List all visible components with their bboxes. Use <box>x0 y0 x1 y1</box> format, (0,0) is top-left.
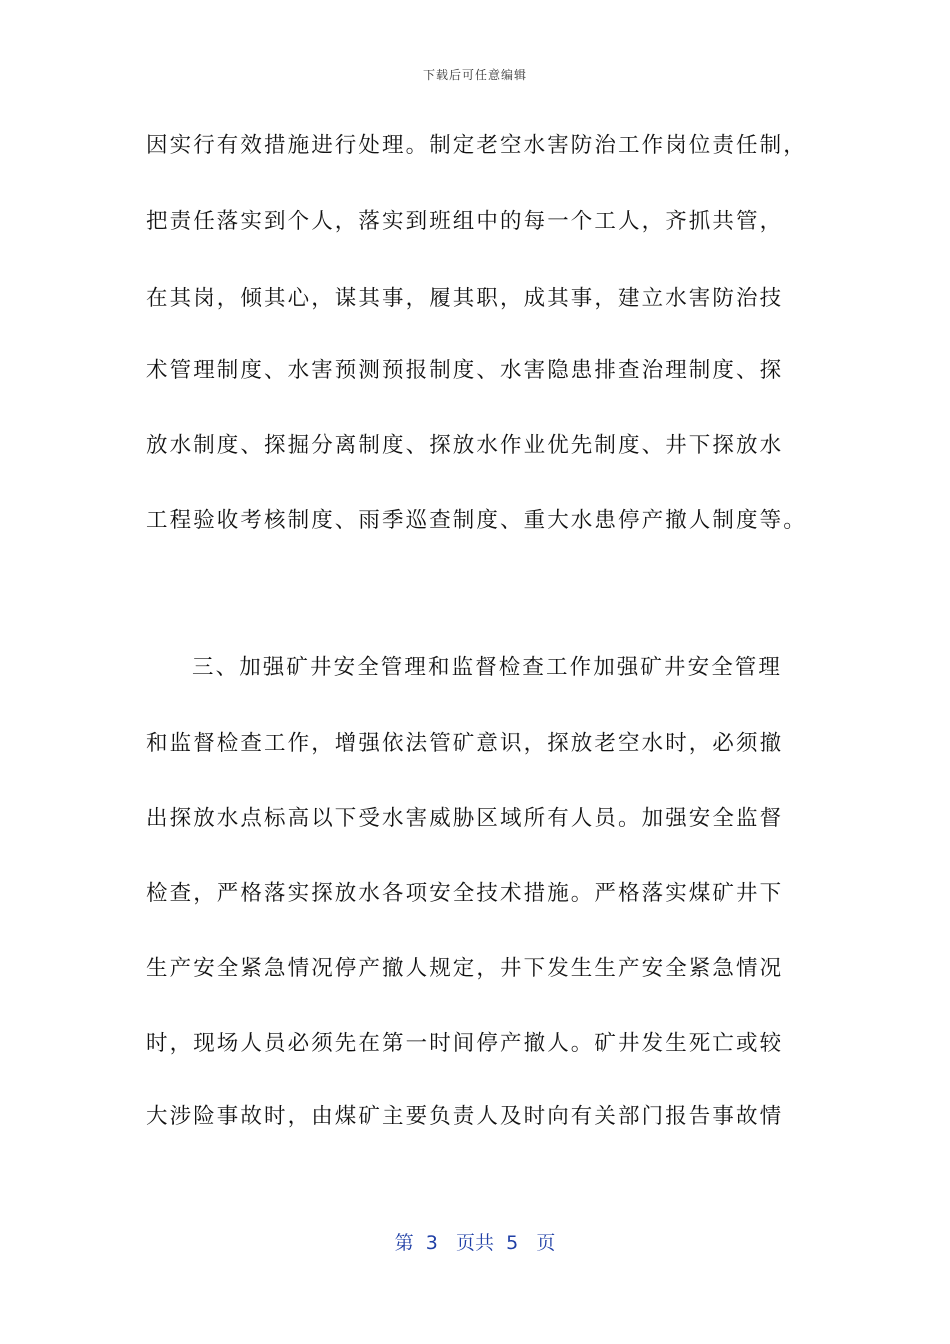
paragraph-line: 时，现场人员必须先在第一时间停产撤人。矿井发生死亡或较 <box>146 1031 784 1056</box>
paragraph-line: 在其岗，倾其心，谋其事，履其职，成其事，建立水害防治技 <box>146 286 784 311</box>
header-note: 下载后可任意编辑 <box>422 68 527 82</box>
page-footer <box>0 1228 950 1255</box>
paragraph-line: 和监督检查工作，增强依法管矿意识，探放老空水时，必须撤 <box>146 731 784 756</box>
paragraph-line: 术管理制度、水害预测预报制度、水害隐患排查治理制度、探 <box>146 358 784 383</box>
paragraph-line: 出探放水点标高以下受水害威胁区域所有人员。加强安全监督 <box>146 806 784 831</box>
paragraph-line: 放水制度、探掘分离制度、探放水作业优先制度、井下探放水 <box>146 433 784 458</box>
paragraph-line: 检查，严格落实探放水各项安全技术措施。严格落实煤矿井下 <box>146 881 784 906</box>
paragraph-line: 大涉险事故时，由煤矿主要负责人及时向有关部门报告事故情 <box>146 1104 784 1129</box>
footer-prefix: 第 <box>394 1232 414 1254</box>
footer-suffix: 页 <box>536 1232 556 1254</box>
paragraph-line: 工程验收考核制度、雨季巡查制度、重大水患停产撤人制度等。 <box>146 508 807 533</box>
section-heading-line: 三、加强矿井安全管理和监督检查工作加强矿井安全管理 <box>192 655 783 680</box>
paragraph-line: 因实行有效措施进行处理。制定老空水害防治工作岗位责任制， <box>146 133 807 158</box>
paragraph-line: 生产安全紧急情况停产撤人规定，井下发生生产安全紧急情况 <box>146 956 784 981</box>
footer-total-pages: 5 <box>506 1232 519 1254</box>
footer-current-page: 3 <box>425 1232 438 1254</box>
footer-middle: 页共 <box>455 1232 494 1254</box>
paragraph-line: 把责任落实到个人，落实到班组中的每一个工人，齐抓共管， <box>146 209 784 234</box>
